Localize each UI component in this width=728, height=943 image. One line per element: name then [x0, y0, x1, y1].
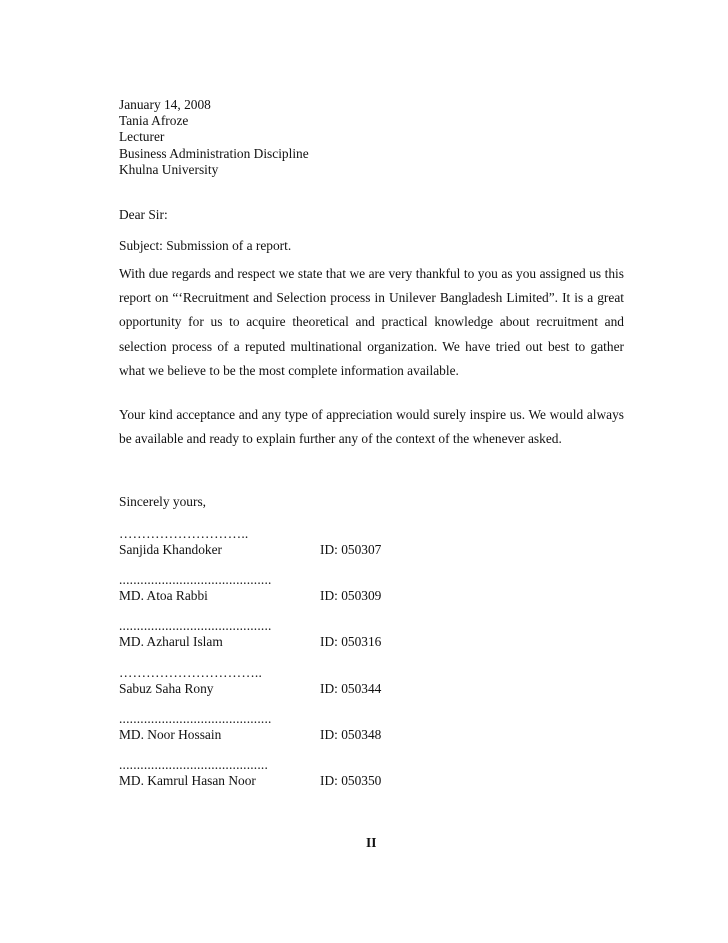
signature-line: .......................................... — [119, 757, 269, 772]
signature-block-3 — [119, 618, 599, 649]
signatory-name: Sanjida Khandoker — [119, 541, 223, 557]
signature-block-5 — [119, 711, 599, 742]
signature-line: ........................................... — [119, 618, 272, 633]
salutation: Dear Sir: — [119, 207, 168, 222]
signatory-name: MD. Azharul Islam — [119, 633, 223, 649]
recipient-institution: Khulna University — [119, 161, 219, 177]
address-block — [119, 97, 309, 178]
signature-line: ........................................... — [119, 711, 272, 726]
signatory-name: Sabuz Saha Rony — [119, 680, 214, 696]
signature-line: ........................................... — [119, 572, 272, 587]
signature-block-6 — [119, 757, 599, 788]
signatory-name: MD. Noor Hossain — [119, 726, 222, 742]
recipient-name: Tania Afroze — [119, 113, 189, 129]
signatory-name: MD. Kamrul Hasan Noor — [119, 772, 256, 788]
signature-line: ………………………….. — [119, 665, 263, 680]
recipient-department: Business Administration Discipline — [119, 145, 309, 161]
signatory-id: ID: 050307 — [320, 541, 382, 557]
signatory-id: ID: 050316 — [320, 633, 382, 649]
signatory-name: MD. Atoa Rabbi — [119, 587, 208, 603]
subject-line: Subject: Submission of a report. — [119, 238, 292, 253]
letter-date: January 14, 2008 — [119, 97, 211, 112]
signatory-id: ID: 050348 — [320, 726, 382, 742]
signature-block-4 — [119, 665, 599, 696]
body-paragraph-2: Your kind acceptance and any type of appreciation would surely inspire us. We would always be available and ready to explain further any of the context of the whenever asked. — [119, 407, 624, 447]
signatory-id: ID: 050350 — [320, 772, 382, 788]
page-number: II — [366, 835, 377, 850]
signature-block-1 — [119, 526, 599, 557]
signature-block-2 — [119, 572, 599, 603]
body-paragraph-1: With due regards and respect we state that we are very thankful to you as you assigned us this report on “‘Recruitment and Selection process in Unilever Bangladesh Limited”. It is a great opportunity for us to acquire theoretical and practical knowledge about recruitment and selection process of a reputed multinational organization. We have tried out best to gather what we believe to be the most complete information available. — [119, 266, 624, 378]
recipient-title: Lecturer — [119, 129, 165, 145]
closing: Sincerely yours, — [119, 494, 207, 509]
signatory-id: ID: 050344 — [320, 680, 382, 696]
signatory-id: ID: 050309 — [320, 587, 382, 603]
signature-line: ……………………….. — [119, 526, 249, 541]
